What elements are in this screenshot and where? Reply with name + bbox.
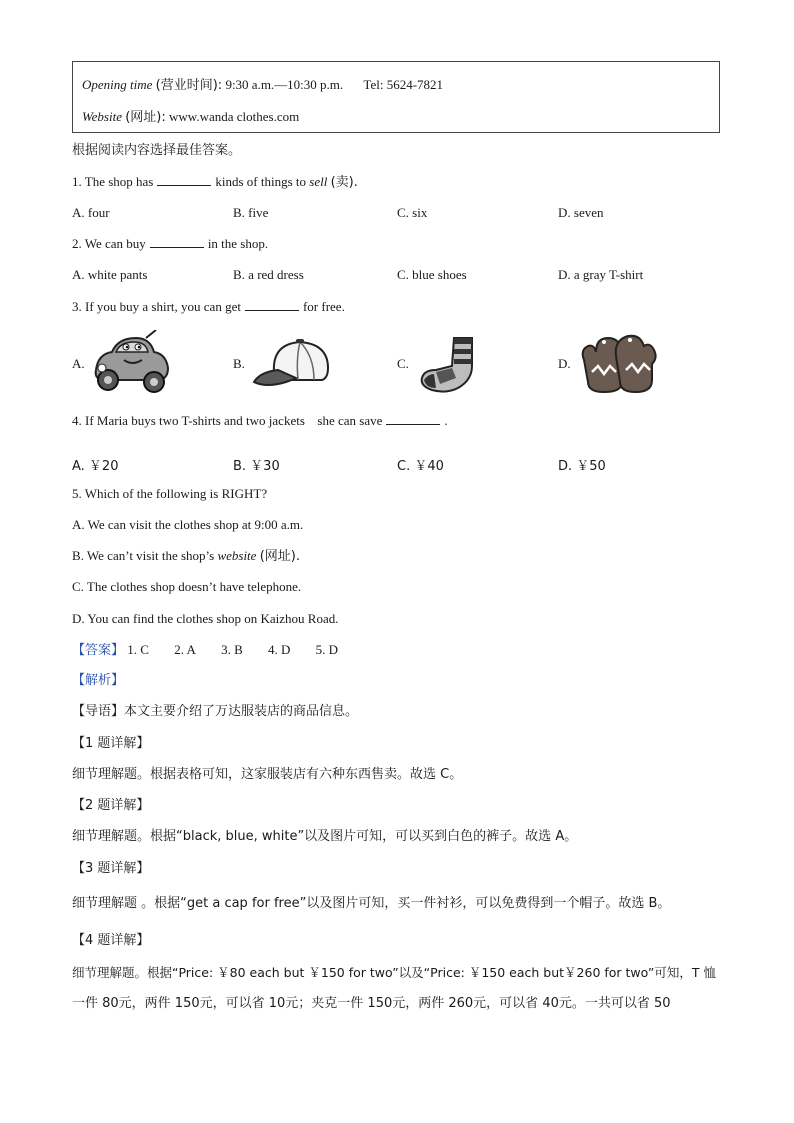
q1-stem-c: sell [309, 174, 328, 189]
q5-option-d: D. You can find the clothes shop on Kaizhou Road. [72, 611, 339, 626]
website-row [82, 106, 299, 125]
q1-stem-a: 1. The shop has [72, 174, 154, 189]
q1-option-a: A. four [72, 205, 110, 220]
opening-time-row [82, 74, 443, 93]
shop-info-box [72, 61, 720, 133]
q1-option-c: C. six [397, 205, 428, 220]
question-4-stem [72, 413, 448, 429]
opening-time-value: 9:30 a.m.—10:30 p.m. [225, 77, 344, 92]
q2-option-a: A. white pants [72, 267, 148, 282]
cap-icon [252, 336, 336, 390]
q2-option-d: D. a gray T-shirt [558, 267, 644, 282]
answer-blank [386, 413, 440, 425]
q4-option-d: D. ￥50 [558, 459, 606, 474]
guide-label: 【导语】 [72, 704, 125, 719]
answer-blank [157, 174, 211, 186]
tel-label: Tel: [363, 77, 384, 92]
detail-4-text: 细节理解题。根据“Price: ￥80 each but ￥150 for two”以及“Price: ￥150 each but￥260 for two”可知，T 恤 [72, 965, 716, 980]
answer-blank [150, 236, 204, 248]
q1-stem-b: kinds of things to [215, 174, 307, 189]
detail-2-text: 细节理解题。根据“black, blue, white”以及图片可知，可以买到白色的裤子。故选 A。 [72, 829, 578, 844]
q1-option-b: B. five [233, 205, 269, 220]
q5-option-a: A. We can visit the clothes shop at 9:00 a.m. [72, 517, 304, 532]
q2-option-c: C. blue shoes [397, 267, 467, 282]
answer-item: 5. D [315, 642, 339, 657]
instruction: 根据阅读内容选择最佳答案。 [72, 143, 242, 158]
q2-option-b: B. a red dress [233, 267, 304, 282]
q5-option-c: C. The clothes shop doesn’t have telephone. [72, 579, 302, 594]
detail-2-label: 【2 题详解】 [72, 798, 150, 813]
detail-1-label: 【1 题详解】 [72, 736, 150, 751]
opening-time-label: Opening time [82, 77, 153, 92]
opening-time-zh: (营业时间): [155, 78, 223, 93]
q3-stem-a: 3. If you buy a shirt, you can get [72, 299, 241, 314]
q3-option-c: C. [397, 356, 409, 371]
q4-stem-c: . [444, 413, 448, 428]
q4-option-c: C. ￥40 [397, 459, 444, 474]
q3-stem-b: for free. [302, 299, 345, 314]
mittens-icon [580, 330, 658, 396]
website-label: Website [82, 109, 122, 124]
toy-car-icon [90, 330, 172, 396]
q5-option-b-text: B. We can’t visit the shop’s [72, 548, 215, 563]
q4-stem-a: 4. If Maria buys two T-shirts and two jackets [72, 413, 305, 428]
analysis-label: 【解析】 [72, 673, 125, 688]
q4-stem-b: she can save [317, 413, 383, 428]
q3-option-b: B. [233, 356, 245, 371]
q2-stem-b: in the shop. [207, 236, 269, 251]
q4-option-b: B. ￥30 [233, 459, 280, 474]
answer-blank [245, 299, 299, 311]
answer-item: 2. A [174, 642, 196, 657]
sock-icon [418, 336, 484, 394]
q3-option-a: A. [72, 356, 85, 371]
q5-option-b-italic: website [217, 548, 257, 563]
answer-item: 3. B [221, 642, 243, 657]
detail-3-text: 细节理解题 。根据“get a cap for free”以及图片可知，买一件衬衫，可以免费得到一个帽子。故选 B。 [72, 896, 671, 911]
question-5-stem: 5. Which of the following is RIGHT? [72, 486, 268, 501]
guide-line [72, 704, 358, 720]
q2-stem-a: 2. We can buy [72, 236, 146, 251]
answer-line [72, 642, 360, 659]
answer-item: 1. C [127, 642, 149, 657]
answer-label: 【答案】 [72, 643, 125, 658]
guide-text: 本文主要介绍了万达服装店的商品信息。 [124, 704, 359, 719]
answer-item: 4. D [268, 642, 291, 657]
question-1-stem [72, 174, 358, 191]
q4-option-a: A. ￥20 [72, 459, 119, 474]
q5-option-b [72, 548, 300, 565]
question-3-stem [72, 299, 345, 315]
question-2-stem [72, 236, 268, 252]
q3-option-d: D. [558, 356, 571, 371]
detail-1-text: 细节理解题。根据表格可知，这家服装店有六种东西售卖。故选 C。 [72, 767, 463, 782]
q1-stem-d: (卖). [330, 175, 358, 190]
website-value: www.wanda clothes.com [169, 109, 300, 124]
tel-value: 5624-7821 [386, 77, 444, 92]
q1-option-d: D. seven [558, 205, 604, 220]
detail-4-text-continued: 一件 80元，两件 150元，可以省 10元；夹克一件 150元，两件 260元，可以省 40元。一共可以省 50 [72, 996, 671, 1011]
detail-3-label: 【3 题详解】 [72, 861, 150, 876]
detail-4-label: 【4 题详解】 [72, 933, 150, 948]
q5-option-b-tail: (网址). [259, 549, 300, 564]
website-zh: (网址): [125, 110, 166, 125]
